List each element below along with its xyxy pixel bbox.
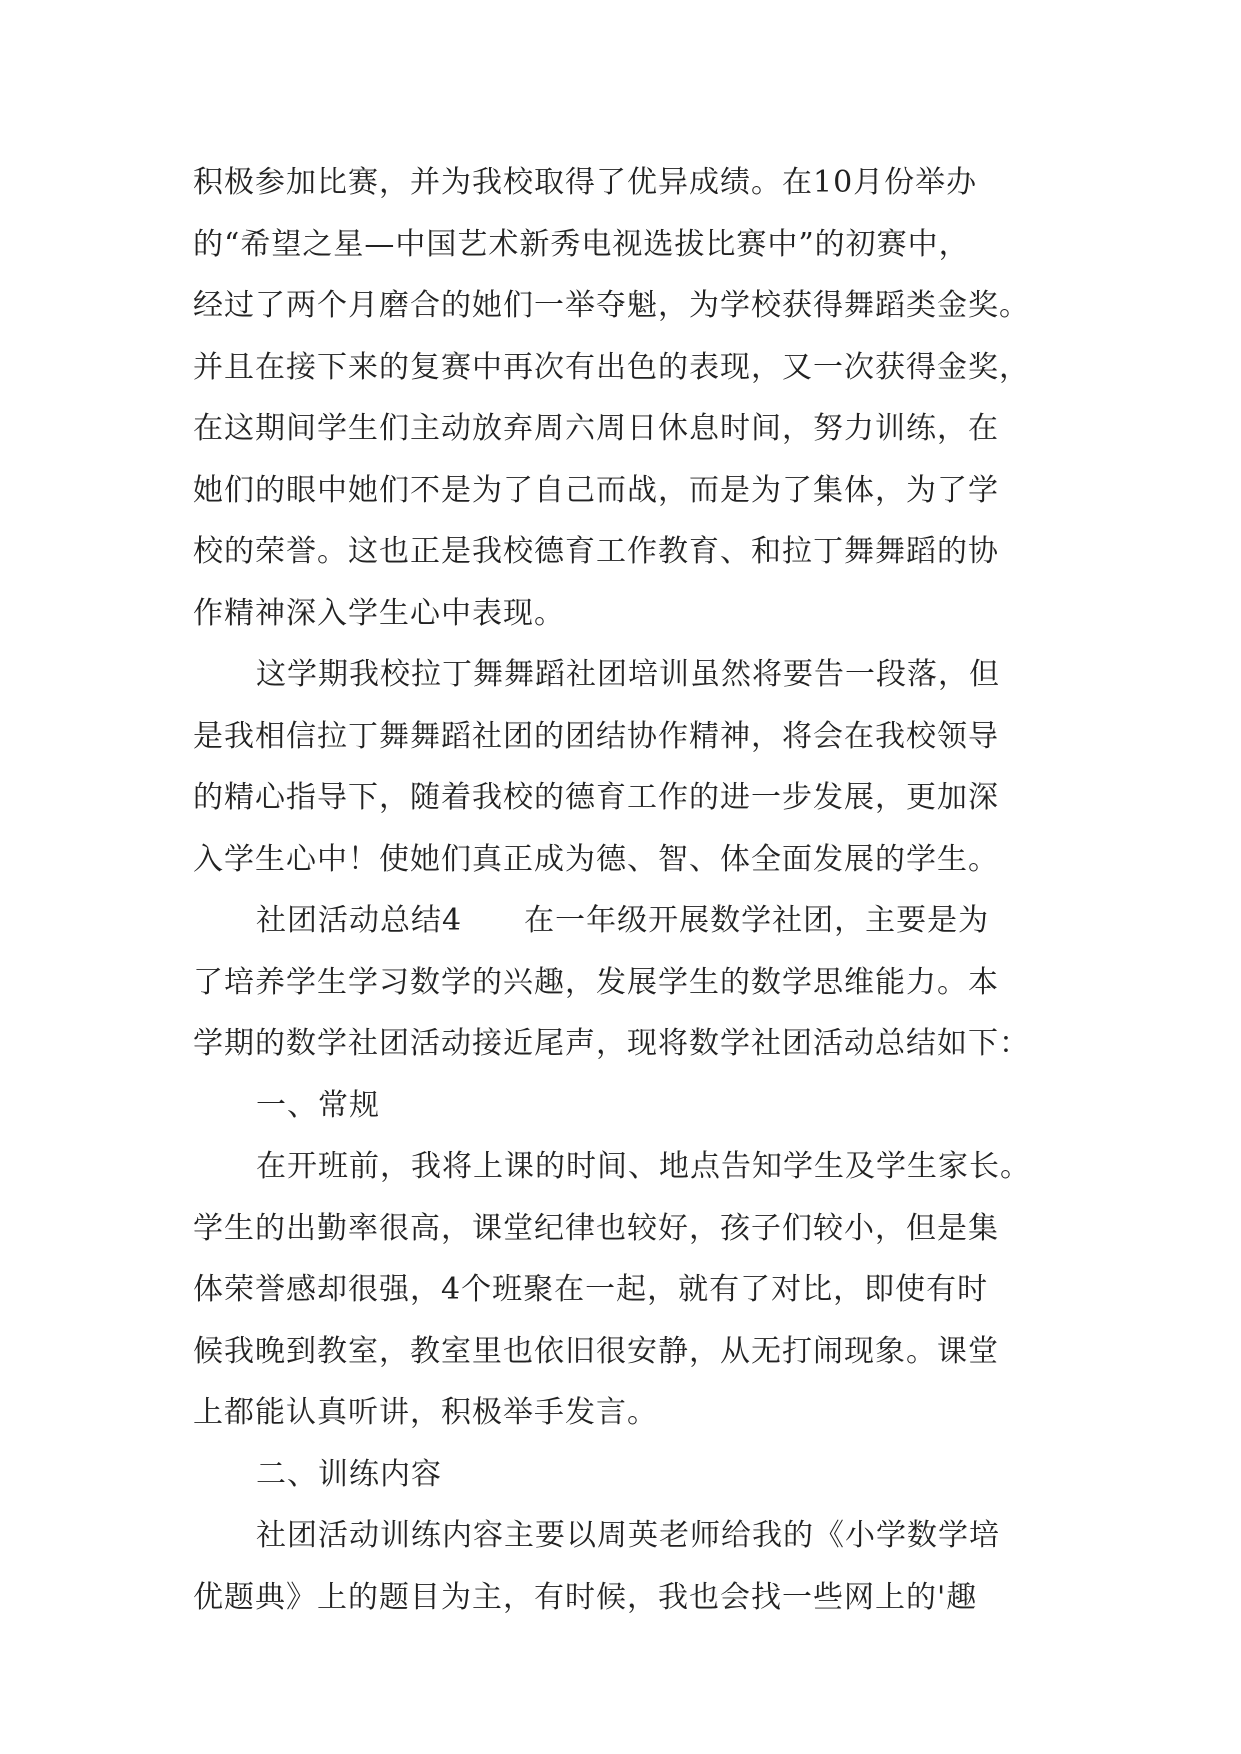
text-line: 并且在接下来的复赛中再次有出色的表现，又一次获得金奖， bbox=[193, 349, 1030, 385]
text-line: 的精心指导下，随着我校的德育工作的进一步发展，更加深 bbox=[193, 780, 999, 815]
text-line: 上都能认真听讲，积极举手发言。 bbox=[193, 1395, 658, 1430]
text-line: 是我相信拉丁舞舞蹈社团的团结协作精神，将会在我校领导 bbox=[193, 718, 999, 754]
text-line: 积极参加比赛，并为我校取得了优异成绩。在10月份举办 bbox=[193, 165, 978, 200]
text-line: 入学生心中！使她们真正成为德、智、体全面发展的学生。 bbox=[193, 841, 999, 877]
text-line: 作精神深入学生心中表现。 bbox=[193, 595, 565, 631]
paragraph-first-line: 在开班前，我将上课的时间、地点告知学生及学生家长。 bbox=[256, 1149, 1031, 1184]
paragraph-first-line: 社团活动训练内容主要以周英老师给我的《小学数学培 bbox=[256, 1518, 1000, 1553]
text-line: 校的荣誉。这也正是我校德育工作教育、和拉丁舞舞蹈的协 bbox=[193, 534, 999, 569]
text-line: 体荣誉感却很强，4个班聚在一起，就有了对比，即使有时 bbox=[193, 1272, 989, 1307]
text-line: 学期的数学社团活动接近尾声，现将数学社团活动总结如下： bbox=[193, 1026, 1030, 1061]
text-line: 学生的出勤率很高，课堂纪律也较好，孩子们较小，但是集 bbox=[193, 1210, 999, 1246]
text-line: 她们的眼中她们不是为了自己而战，而是为了集体，为了学 bbox=[193, 472, 999, 508]
text-line: 在这期间学生们主动放弃周六周日休息时间，努力训练，在 bbox=[193, 411, 999, 446]
text-line: 经过了两个月磨合的她们一举夺魁，为学校获得舞蹈类金奖。 bbox=[193, 288, 1030, 323]
text-line: 优题典》上的题目为主，有时候，我也会找一些网上的'趣 bbox=[193, 1579, 978, 1615]
text-line: 候我晚到教室，教室里也依旧很安静，从无打闹现象。课堂 bbox=[193, 1333, 999, 1369]
paragraph-first-line: 这学期我校拉丁舞舞蹈社团培训虽然将要告一段落，但 bbox=[256, 657, 1000, 692]
text-line: 的“希望之星—中国艺术新秀电视选拔比赛中”的初赛中， bbox=[193, 226, 970, 262]
text-line: 了培养学生学习数学的兴趣，发展学生的数学思维能力。本 bbox=[193, 964, 999, 1000]
section-heading: 一、常规 bbox=[256, 1087, 380, 1123]
section-heading: 二、训练内容 bbox=[256, 1456, 442, 1492]
body-text bbox=[193, 152, 1073, 1628]
paragraph-first-line: 社团活动总结4 在一年级开展数学社团，主要是为 bbox=[256, 903, 990, 938]
